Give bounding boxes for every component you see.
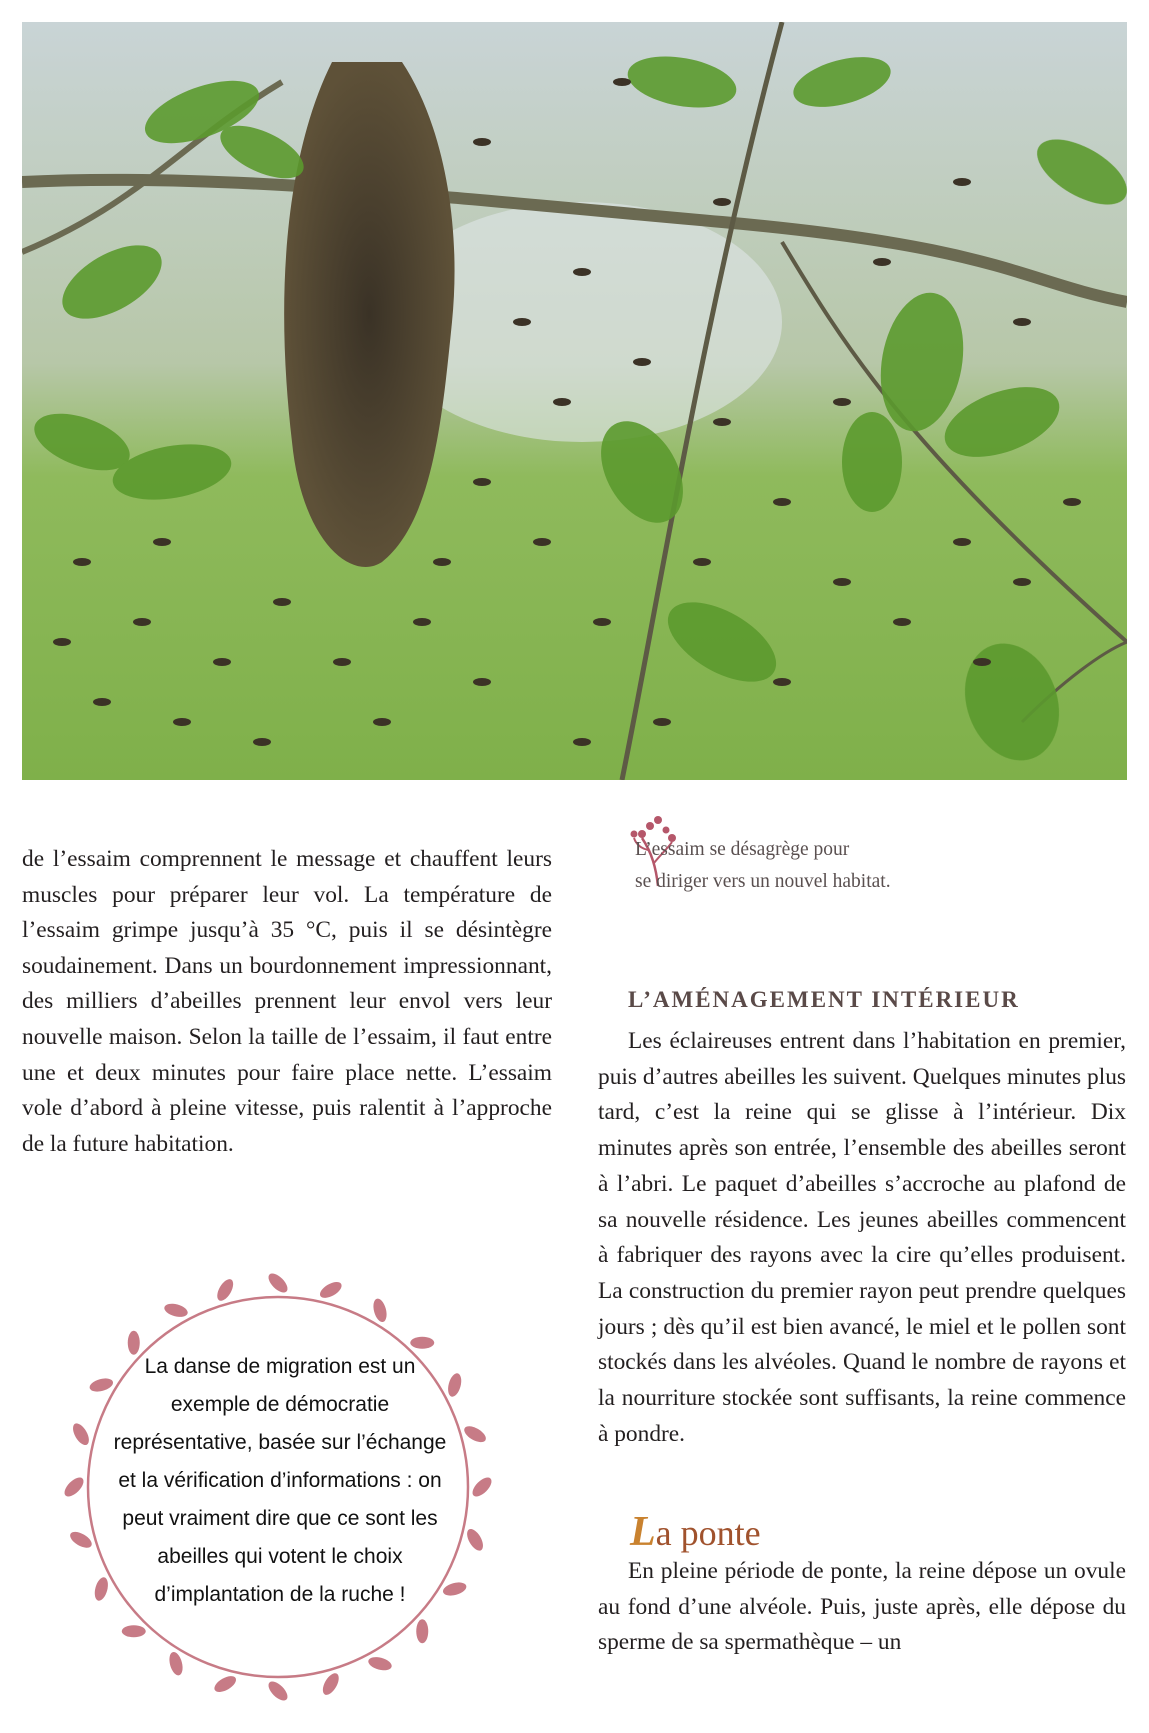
wreath-leaf	[122, 1625, 146, 1637]
wreath-leaf	[214, 1277, 236, 1304]
wreath-leaf	[265, 1678, 290, 1703]
paragraph: de l’essaim comprennent le message et chauffent leurs muscles pour préparer leur vol. La température de l’essaim grimpe jusqu’à 35 °C, puis il se désintègre soudainement. Dans un bourdonnement impressionnant, des milliers d’abeilles prennent leur envol vers leur nouvelle maison. Selon la taille de l’essaim, il faut entre une et deux minutes pour faire place nette. L’essaim vole d’abord à pleine vitesse, puis ralentit à l’approche de la future habitation.	[22, 846, 552, 1157]
caption-line: L’essaim se désagrège pour	[635, 839, 850, 860]
wreath-leaf	[212, 1673, 239, 1695]
caption-line: se diriger vers un nouvel habitat.	[635, 871, 891, 892]
wreath-leaf	[462, 1423, 489, 1445]
right-body-text-2	[598, 1554, 1126, 1661]
wreath-leaf	[410, 1337, 434, 1349]
wreath-leaf	[320, 1671, 342, 1698]
wreath-leaf	[371, 1297, 389, 1323]
wreath-leaf	[265, 1270, 290, 1295]
wreath-leaf	[367, 1655, 393, 1673]
section-heading: L’AMÉNAGEMENT INTÉRIEUR	[628, 987, 1020, 1012]
bee-swarm-photo	[22, 22, 1127, 780]
callout-text: La danse de migration est un exemple de démocratie représentative, basée sur l’échange et la vérification d’informations : on peut vraiment dire que ce sont les abeilles qui votent le choix d’implantation de la ruche !	[113, 1355, 447, 1606]
wreath-leaf	[163, 1301, 189, 1319]
wreath-leaf	[469, 1474, 494, 1499]
paragraph: En pleine période de ponte, la reine dépose un ovule au fond d’une alvéole. Puis, juste après, elle dépose du sperme de sa spermathèque – un	[598, 1558, 1126, 1656]
right-body-text	[598, 980, 1126, 1452]
wreath-leaf	[416, 1619, 428, 1643]
paragraph: Les éclaireuses entrent dans l’habitation en premier, puis d’autres abeilles les suivent. Quelques minutes plus tard, c’est la reine qui se glisse à l’intérieur. Dix minutes après son entrée, l’ensemble des abeilles seront à l’abri. Le paquet d’abeilles s’accroche au plafond de sa nouvelle résidence. Les jeunes abeilles commencent à fabriquer des rayons avec la cire qu’elles produisent. La construction du premier rayon peut prendre quelques jours ; dès qu’il est bien avancé, le miel et le pollen sont stockés dans les alvéoles. Quand le nombre de rayons et la nourriture stockée sont suffisants, la reine commence à pondre.	[598, 1028, 1126, 1447]
wreath-leaf	[61, 1474, 86, 1499]
dropcap: L	[630, 1509, 656, 1555]
wreath-leaf	[70, 1421, 92, 1448]
photo-caption	[635, 834, 965, 898]
subheading	[630, 1508, 761, 1556]
left-body-text	[22, 842, 552, 1162]
wreath-leaf	[317, 1279, 344, 1301]
wreath-leaf	[167, 1651, 185, 1677]
wreath-leaf	[68, 1529, 95, 1551]
wreath-leaf	[92, 1576, 110, 1602]
wreath-leaf	[464, 1526, 486, 1553]
subheading-text: a ponte	[655, 1513, 761, 1553]
